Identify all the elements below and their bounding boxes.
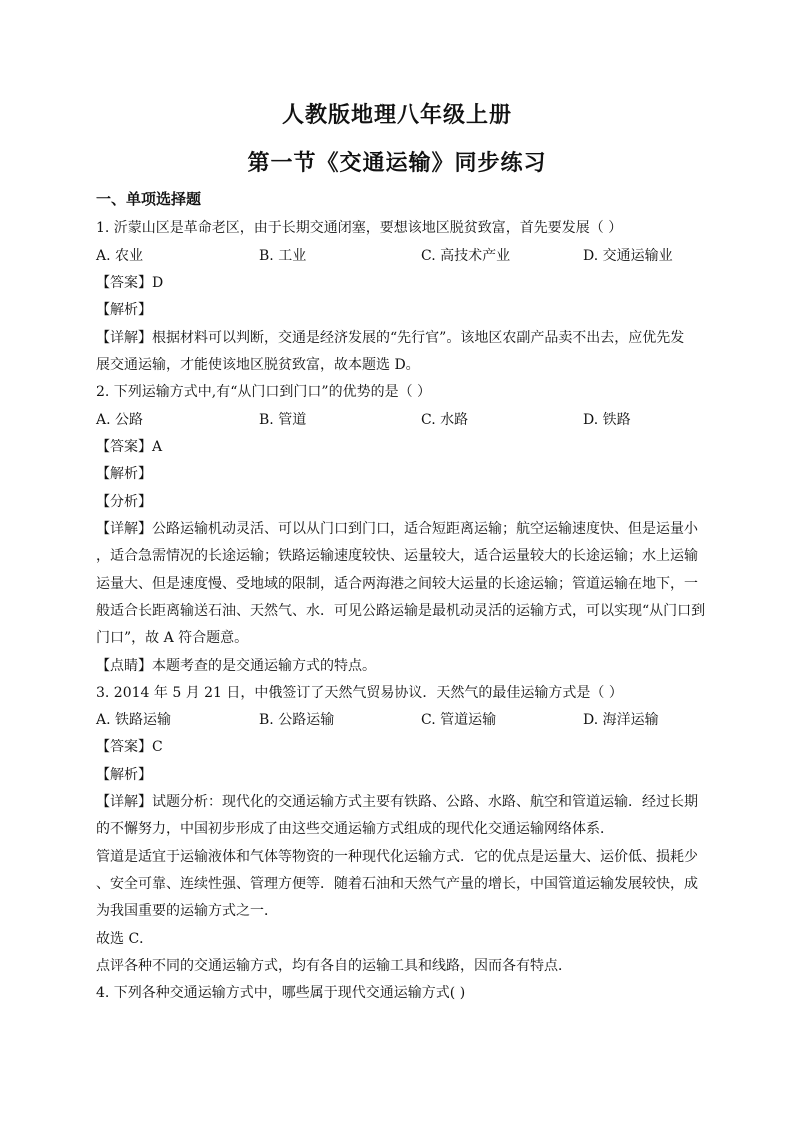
- question-2-option-c: C. 水路: [421, 412, 469, 428]
- question-2-option-b: B. 管道: [259, 412, 307, 428]
- question-1-detail-line: 【详解】根据材料可以判断，交通是经济发展的“先行官”。该地区农副产品卖不出去，应优先发: [96, 330, 685, 346]
- question-1-answer: 【答案】D: [96, 275, 164, 291]
- question-1-analysis-label: 【解析】: [96, 302, 152, 318]
- question-3-analysis-label: 【解析】: [96, 767, 152, 783]
- question-1-option-b: B. 工业: [259, 248, 307, 264]
- question-3-option-c: C. 管道运输: [421, 712, 497, 728]
- question-1-option-c: C. 高技术产业: [421, 248, 511, 264]
- section-heading: 一、单项选择题: [96, 190, 202, 208]
- question-3-option-b: B. 公路运输: [259, 712, 335, 728]
- question-2-fenxi-label: 【分析】: [96, 494, 152, 510]
- question-1-detail-line: 展交通运输，才能使该地区脱贫致富，故本题选 D。: [96, 357, 420, 373]
- question-2-analysis-label: 【解析】: [96, 466, 152, 482]
- question-3-choice: 故选 C．: [96, 931, 154, 947]
- question-2-detail-line: 【详解】公路运输机动灵活、可以从门口到门口，适合短距离运输；航空运输速度快、但是运量小: [96, 521, 698, 537]
- question-1-option-a: A. 农业: [96, 248, 144, 264]
- question-1-option-d: D. 交通运输业: [583, 248, 673, 264]
- document-title: 人教版地理八年级上册: [281, 102, 512, 128]
- question-2-detail-line: 般适合长距离输送石油、天然气、水．可见公路运输是最机动灵活的运输方式，可以实现“从门口到: [96, 603, 706, 619]
- question-3-detail-line: 管道是适宜于运输液体和气体等物资的一种现代化运输方式．它的优点是运量大、运价低、损耗少: [96, 849, 698, 865]
- question-2-option-d: D. 铁路: [583, 412, 631, 428]
- question-3-comment: 点评各种不同的交通运输方式，均有各自的运输工具和线路，因而各有特点．: [96, 958, 572, 974]
- document-subtitle: 第一节《交通运输》同步练习: [247, 150, 547, 176]
- question-3-option-a: A. 铁路运输: [96, 712, 172, 728]
- question-3-detail-line: 【详解】试题分析：现代化的交通运输方式主要有铁路、公路、水路、航空和管道运输．经过长期: [96, 794, 698, 810]
- question-3-detail-line: 、安全可靠、连续性强、管理方便等．随着石油和天然气产量的增长，中国管道运输发展较快，成: [96, 876, 698, 892]
- question-3-option-d: D. 海洋运输: [583, 712, 659, 728]
- question-3-detail-line: 为我国重要的运输方式之一．: [96, 903, 278, 919]
- question-2-detail-line: 门口”，故 A 符合题意。: [96, 630, 249, 646]
- question-3-detail-line: 的不懈努力，中国初步形成了由这些交通运输方式组成的现代化交通运输网络体系．: [96, 821, 614, 837]
- question-3-stem: 3. 2014 年 5 月 21 日，中俄签订了天然气贸易协议．天然气的最佳运输方式是（ ）: [96, 685, 623, 701]
- question-4-stem: 4. 下列各种交通运输方式中，哪些属于现代交通运输方式( ): [96, 985, 466, 1001]
- question-2-detail-line: ，适合急需情况的长途运输；铁路运输速度较快、运量较大，适合运量较大的长途运输；水上运输: [96, 548, 698, 564]
- question-3-answer: 【答案】C: [96, 739, 163, 755]
- question-2-stem: 2. 下列运输方式中,有“从门口到门口”的优势的是（ ）: [96, 384, 432, 400]
- question-2-detail-line: 运量大、但是速度慢、受地域的限制，适合两海港之间较大运量的长途运输；管道运输在地下，一: [96, 576, 698, 592]
- question-2-answer: 【答案】A: [96, 439, 163, 455]
- question-2-comment: 【点睛】本题考查的是交通运输方式的特点。: [96, 658, 376, 674]
- question-1-stem: 1. 沂蒙山区是革命老区，由于长期交通闭塞，要想该地区脱贫致富，首先要发展（ ）: [96, 220, 623, 236]
- question-2-option-a: A. 公路: [96, 412, 144, 428]
